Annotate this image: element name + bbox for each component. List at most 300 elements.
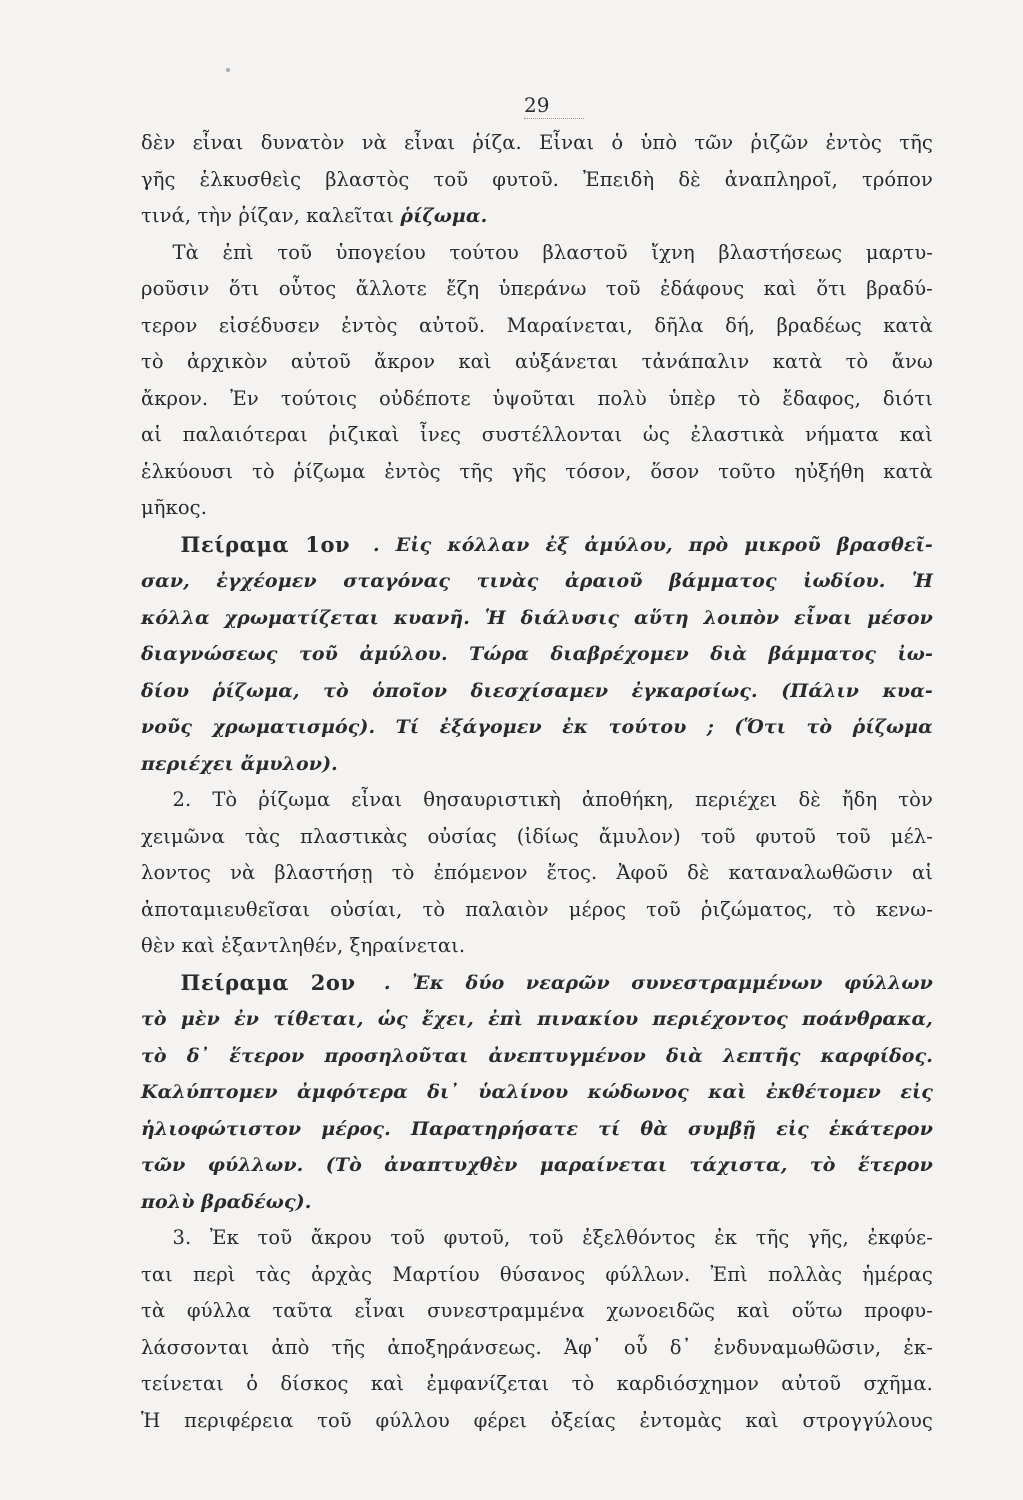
text-word: χρωματισμός).: [212, 716, 376, 738]
text-line: [141, 1184, 933, 1221]
body-text: [141, 125, 933, 1439]
text-word: ἐντὸς: [341, 313, 398, 337]
text-word: εἶναι: [351, 788, 403, 811]
text-word: ῥίζωμα: [258, 788, 331, 811]
text-word: Παρατηρήσατε: [410, 1117, 578, 1140]
text-word: μέλ-: [890, 824, 933, 848]
text-word: εἰς: [776, 1117, 809, 1140]
text-line: [141, 928, 933, 965]
text-word: τοῦτο: [718, 459, 776, 483]
text-line: [141, 1366, 933, 1403]
text-word: ὀξείας: [550, 1408, 616, 1432]
text-word: τοῦ: [700, 824, 736, 848]
text-segment: ῥίζωμα.: [400, 205, 488, 227]
text-word: κενω-: [875, 897, 933, 921]
text-word: τοῦ: [836, 824, 871, 848]
text-word: τοῦ: [433, 167, 469, 191]
text-word: ἰωδίου.: [803, 570, 886, 592]
text-word: ὅτι: [228, 277, 260, 300]
text-word: ταῦτα: [272, 1299, 333, 1322]
text-word: φύλλου: [375, 1408, 450, 1432]
text-word: ὑπὸ: [640, 131, 678, 154]
text-word: τοῦ: [299, 643, 338, 665]
text-word: Εἶναι: [539, 131, 595, 154]
text-word: εἰσέδυσεν: [218, 313, 320, 337]
text-word: οὐσίαι,: [330, 897, 403, 921]
text-word: βλαστὸς: [325, 167, 410, 191]
text-word: ὅτι: [816, 277, 847, 300]
text-word: καὶ: [370, 1372, 405, 1395]
text-word: καὶ: [458, 350, 492, 373]
text-word: Πείραμα: [141, 531, 290, 557]
text-word: ἐξάγομεν: [439, 716, 542, 738]
text-word: Πείραμα: [141, 969, 290, 995]
text-word: .: [377, 971, 391, 994]
text-word: Ἐπὶ: [710, 1262, 748, 1286]
text-word: τοῦ: [317, 1408, 352, 1432]
text-line: [141, 782, 933, 819]
text-word: πολλὰς: [768, 1262, 843, 1286]
text-line: [141, 1220, 933, 1257]
text-word: ὑαλίνου: [478, 1081, 569, 1103]
text-word: ὑπογείου: [335, 240, 426, 264]
text-word: νὰ: [230, 861, 256, 884]
text-word: φυτοῦ.: [492, 167, 559, 191]
text-word: οὐδέποτε: [378, 386, 471, 410]
text-word: τῶν: [141, 1154, 186, 1176]
text-word: τοῦ: [605, 277, 641, 300]
text-word: ἀναπληροῖ,: [724, 167, 838, 191]
text-line: [141, 673, 933, 710]
text-word: τῶν: [694, 131, 734, 154]
text-word: ἀποξηράνσεως.: [387, 1335, 542, 1359]
text-word: χωνοειδῶς: [606, 1299, 716, 1322]
text-word: κυα-: [882, 679, 933, 702]
text-word: ἀρχὰς: [311, 1262, 373, 1286]
text-word: αὐτοῦ: [290, 350, 351, 373]
text-word: ὁποῖον: [372, 679, 448, 702]
text-word: ἐξελθόντος: [582, 1226, 696, 1249]
text-line: [141, 308, 933, 345]
text-word: λεπτῆς: [722, 1044, 801, 1067]
text-word: τἀνάπαλιν: [641, 350, 750, 373]
text-word: αὐτοῦ.: [418, 313, 486, 337]
text-word: τόσον,: [565, 459, 632, 483]
text-word: ὁ: [611, 131, 624, 154]
text-word: ἐλαστικὰ: [690, 423, 785, 446]
text-word: καρφίδος.: [820, 1044, 933, 1067]
text-word: δὲ: [687, 861, 710, 884]
text-word: ἐξ: [545, 533, 569, 556]
text-word: ἀπὸ: [271, 1335, 310, 1359]
text-line: [141, 125, 933, 162]
text-word: βρασθεῖ-: [836, 533, 933, 556]
text-word: καταναλωθῶσιν: [728, 861, 893, 884]
text-word: βραδέως: [776, 313, 862, 337]
text-word: τῆς: [459, 459, 494, 483]
text-word: ῥίζωμα,: [212, 679, 300, 702]
text-word: τί: [598, 1117, 621, 1140]
text-line: [141, 344, 933, 381]
text-word: τίθεται,: [273, 1008, 364, 1030]
text-word: φύλλων.: [207, 1154, 304, 1176]
text-segment: περιέχει ἄμυλον).: [141, 752, 338, 775]
text-word: γῆς,: [807, 1226, 849, 1249]
text-word: τὸ: [252, 459, 275, 483]
text-line: [141, 162, 933, 199]
text-word: δή,: [725, 313, 756, 337]
text-word: καὶ: [708, 1081, 747, 1103]
text-word: τὸ: [809, 1154, 836, 1176]
text-word: μέρος: [568, 897, 627, 921]
text-word: ἑκάτερον: [828, 1117, 933, 1140]
text-word: τῆς: [331, 1335, 366, 1359]
text-word: σαν,: [141, 570, 190, 592]
text-word: παλαιότεραι: [182, 423, 308, 446]
text-word: φύλλων: [844, 971, 933, 994]
text-word: τὸ: [141, 1044, 167, 1067]
text-word: Τί: [395, 716, 420, 738]
text-word: ἀνεπτυγμένον: [488, 1044, 646, 1067]
text-word: κόλλαν: [447, 533, 530, 556]
text-word: ἄκρου: [310, 1226, 372, 1249]
text-line: [141, 636, 933, 673]
text-word: κόλλα: [141, 606, 210, 629]
text-line: [141, 563, 933, 600]
text-word: ἀναπτυχθὲν: [384, 1154, 518, 1176]
text-line: [141, 1293, 933, 1330]
text-word: ἔζη: [446, 277, 480, 300]
text-line: [141, 709, 933, 746]
text-word: ἀμφότερα: [297, 1081, 408, 1103]
text-word: κατὰ: [883, 313, 933, 337]
text-word: φύλλων.: [605, 1262, 691, 1286]
text-line: [141, 198, 933, 235]
text-line: [141, 1147, 933, 1184]
text-word: μικροῦ: [744, 533, 821, 556]
text-word: δυνατὸν: [260, 131, 345, 154]
text-word: ἡλιοφώτιστον: [141, 1117, 302, 1140]
text-word: ἄκρον: [374, 350, 436, 373]
text-line: [141, 855, 933, 892]
text-word: Ἐπειδὴ: [583, 167, 655, 191]
text-word: 3.: [141, 1226, 192, 1249]
text-word: ἐπόμενον: [433, 861, 528, 884]
text-word: κατὰ: [883, 459, 933, 483]
text-word: ἐπὶ: [488, 1008, 524, 1030]
text-word: εἶναι: [794, 606, 853, 629]
text-word: ἀμύλου,: [584, 533, 673, 556]
text-word: ἐντὸς: [825, 131, 882, 154]
text-word: ὡς: [642, 423, 670, 446]
text-word: Τώρα: [469, 643, 530, 665]
text-word: ἐγκαρσίως.: [631, 679, 758, 702]
text-word: τὸ: [833, 897, 856, 921]
text-word: πινακίου: [537, 1008, 639, 1030]
text-word: μέσον: [867, 606, 933, 629]
text-word: ἔτος.: [546, 861, 598, 884]
text-word: τούτου: [449, 240, 519, 264]
text-segment: μῆκος.: [141, 496, 208, 519]
text-word: ὑπεράνω: [498, 277, 587, 300]
text-word: οὗτος: [278, 277, 337, 300]
text-word: Ἐκ: [209, 1226, 239, 1249]
text-word: βλαστήσεως: [718, 240, 843, 264]
text-word: κώδωνος: [587, 1081, 689, 1103]
text-word: μέρος.: [321, 1117, 391, 1140]
text-word: ἕτερον: [229, 1044, 305, 1067]
text-word: ἔχει,: [421, 1008, 474, 1030]
text-word: τούτου: [608, 716, 687, 738]
text-word: ἀποθήκη,: [581, 788, 674, 811]
text-word: τὸ: [391, 861, 415, 884]
text-word: καὶ: [745, 1408, 779, 1432]
text-word: προφυ-: [864, 1299, 933, 1322]
text-word: δι᾽: [427, 1081, 459, 1103]
text-line: [141, 1038, 933, 1075]
text-line: [141, 1074, 933, 1111]
text-word: Ἡ: [484, 606, 506, 629]
page-number: 29: [524, 92, 584, 119]
text-word: (Τὸ: [325, 1154, 362, 1176]
text-word: Μαραίνεται,: [506, 313, 633, 337]
text-word: ἐνδυναμωθῶσιν,: [713, 1335, 882, 1359]
text-word: κυανῆ.: [393, 606, 470, 629]
text-word: τοῦ: [257, 1226, 293, 1249]
text-word: ῥίζωμα: [852, 716, 933, 738]
text-word: συνεστραμμένα: [427, 1299, 585, 1322]
text-word: διαβρέχομεν: [550, 643, 689, 665]
text-word: πρὸ: [688, 533, 729, 556]
text-word: ἄμυλον): [598, 824, 681, 848]
text-word: διότι: [882, 386, 933, 410]
text-word: ἄκρον.: [141, 386, 209, 410]
text-line: [141, 417, 933, 454]
text-word: τὸ: [845, 350, 869, 373]
text-word: Εἰς: [395, 533, 432, 556]
text-word: δὲν: [141, 131, 176, 154]
text-word: ἄλλοτε: [355, 277, 427, 300]
text-word: τρόπον: [861, 167, 933, 191]
text-word: ται: [141, 1262, 173, 1286]
text-word: οὕτω: [791, 1299, 843, 1322]
text-word: ἐγχέομεν: [216, 570, 317, 592]
text-word: αἱ: [141, 423, 163, 446]
text-word: νεαρῶν: [525, 971, 610, 994]
text-word: πλαστικὰς: [300, 824, 408, 848]
text-word: χρωματίζεται: [224, 606, 379, 629]
text-word: ῥιζῶν: [750, 131, 809, 154]
text-word: ῥιζώματος,: [700, 897, 813, 921]
text-word: Τὸ: [212, 788, 238, 811]
text-word: δὲ: [678, 167, 701, 191]
text-word: τὰ: [141, 1299, 166, 1322]
text-word: διὰ: [710, 643, 748, 665]
text-word: ;: [706, 716, 714, 738]
text-word: ῥίζα.: [472, 131, 522, 154]
text-word: οὐσίας: [427, 824, 497, 848]
text-word: Ἀφοῦ: [616, 861, 669, 884]
text-word: γῆς: [141, 167, 176, 191]
text-word: βλαστοῦ: [542, 240, 628, 264]
text-word: αὐτοῦ: [781, 1372, 842, 1395]
text-word: αὕτη: [633, 606, 689, 629]
text-segment: πολὺ βραδέως).: [141, 1190, 312, 1213]
text-word: (ἰδίως: [516, 824, 579, 848]
text-word: 2ον: [310, 969, 356, 995]
text-word: ἐκ-: [903, 1335, 933, 1359]
text-word: φυτοῦ,: [443, 1226, 511, 1249]
text-word: ἤδη: [841, 788, 878, 811]
text-word: συνεστραμμένων: [631, 971, 823, 994]
text-word: θησαυριστικὴ: [423, 788, 561, 811]
text-word: σχῆμα.: [863, 1372, 933, 1395]
text-word: τούτοις: [280, 386, 358, 410]
text-word: ῥίζωμα: [293, 459, 366, 483]
text-word: δῆλα: [654, 313, 704, 337]
text-word: ἰω-: [897, 643, 933, 665]
text-word: εἶναι: [404, 131, 456, 154]
text-word: νήματα: [805, 423, 879, 446]
text-word: διεσχίσαμεν: [470, 679, 609, 702]
text-word: φύλλα: [186, 1299, 251, 1322]
text-word: τὸ: [571, 1372, 595, 1395]
text-word: ἐπὶ: [222, 240, 254, 264]
text-word: λοιπὸν: [703, 606, 780, 629]
text-word: ἐντὸς: [384, 459, 441, 483]
text-word: πολὺ: [597, 386, 647, 410]
text-word: τὰς: [244, 824, 281, 848]
text-word: τὸν: [898, 788, 933, 811]
text-line: [141, 1001, 933, 1038]
text-word: Ἀφ᾽: [563, 1335, 602, 1359]
text-word: παλαιὸν: [465, 897, 549, 921]
text-word: θύσανος: [499, 1262, 586, 1286]
text-word: ἐκ: [562, 716, 589, 738]
text-word: ἐντομὰς: [639, 1408, 722, 1432]
text-word: τείνεται: [141, 1372, 224, 1395]
text-line: [141, 490, 933, 527]
text-word: φυτοῦ: [755, 824, 817, 848]
text-word: ὅσον: [650, 459, 700, 483]
text-word: νοῦς: [141, 716, 193, 738]
text-word: διάλυσις: [520, 606, 620, 629]
text-word: μαραίνεται: [539, 1154, 668, 1176]
text-word: τοῦ: [390, 1226, 426, 1249]
text-word: 2.: [141, 788, 192, 811]
text-word: ὑψοῦται: [492, 386, 576, 410]
text-word: ἔδαφος,: [782, 386, 861, 410]
text-line: [141, 965, 933, 1002]
text-word: ἐμφανίζεται: [426, 1372, 550, 1395]
text-word: συστέλλονται: [481, 423, 623, 446]
text-word: Καλύπτομεν: [141, 1081, 278, 1103]
text-word: τὸ: [422, 897, 446, 921]
text-word: τοῦ: [528, 1226, 564, 1249]
text-word: δὲ: [798, 788, 821, 811]
text-line: [141, 235, 933, 272]
text-word: .: [366, 533, 380, 556]
text-word: δύο: [465, 971, 505, 994]
text-line: [141, 381, 933, 418]
text-line: [141, 746, 933, 783]
text-word: ῥιζικαὶ: [328, 423, 400, 446]
text-word: τὸ: [737, 386, 761, 410]
text-word: ἐκφύε-: [867, 1226, 933, 1249]
text-word: εἰς: [900, 1081, 933, 1103]
text-word: ὡς: [377, 1008, 408, 1030]
text-word: ἀρχικὸν: [187, 350, 268, 373]
text-segment: θὲν καὶ ἐξαντληθέν, ξηραίνεται.: [141, 934, 466, 957]
text-word: προσηλοῦται: [324, 1044, 469, 1067]
text-word: τὸ: [141, 350, 164, 373]
text-word: περιφέρεια: [184, 1408, 294, 1432]
text-word: Ἡ: [912, 570, 933, 592]
text-word: περιέχοντος: [652, 1008, 788, 1030]
print-speck: [226, 68, 230, 72]
text-word: τὸ: [806, 716, 833, 738]
text-word: 1ον: [305, 531, 351, 557]
text-word: καρδιόσχημον: [616, 1372, 759, 1395]
text-word: ἀποταμιευθεῖσαι: [141, 897, 311, 921]
text-word: κατὰ: [772, 350, 823, 373]
text-word: διὰ: [666, 1044, 703, 1067]
text-segment: τινά, τὴν ῥίζαν, καλεῖται: [141, 204, 401, 227]
text-line: [141, 1257, 933, 1294]
text-word: βραδύ-: [866, 277, 933, 300]
text-word: δίου: [141, 679, 190, 702]
text-word: ἐν: [234, 1008, 260, 1030]
text-word: ἀμύλου.: [359, 643, 448, 665]
text-word: ἑλκυσθεὶς: [199, 167, 302, 191]
text-word: τὰς: [255, 1262, 291, 1286]
text-word: ἀραιοῦ: [565, 570, 643, 592]
text-word: μαρτυ-: [865, 240, 933, 264]
text-line: [141, 1111, 933, 1148]
text-word: καὶ: [763, 277, 797, 300]
text-word: Ἐκ: [412, 971, 445, 994]
text-word: ἄνω: [891, 350, 933, 373]
text-word: τοῦ: [646, 897, 681, 921]
text-word: τινὰς: [476, 570, 539, 592]
text-word: ὑπὲρ: [668, 386, 716, 410]
text-line: [141, 819, 933, 856]
text-line: [141, 454, 933, 491]
text-word: θὰ: [640, 1117, 668, 1140]
text-word: περιέχει: [694, 788, 778, 811]
text-word: αἱ: [911, 861, 933, 884]
text-line: [141, 892, 933, 929]
text-word: τὸ: [141, 1008, 167, 1030]
text-word: (Ὅτι: [734, 716, 787, 738]
text-word: τοῦ: [277, 240, 313, 264]
text-word: διαγνώσεως: [141, 643, 278, 665]
text-word: δ᾽: [669, 1335, 692, 1359]
text-word: καὶ: [899, 423, 933, 446]
text-word: τὸ: [323, 679, 349, 702]
text-word: περὶ: [193, 1262, 236, 1286]
text-word: δ᾽: [186, 1044, 210, 1067]
text-word: μὲν: [180, 1008, 220, 1030]
text-word: ἴχνη: [651, 240, 695, 264]
text-word: βλαστήσῃ: [274, 861, 373, 884]
text-word: τερον: [141, 313, 198, 337]
text-word: εἶναι: [192, 131, 244, 154]
text-word: τῆς: [755, 1226, 790, 1249]
text-word: νὰ: [361, 131, 387, 154]
text-word: βάμματος: [669, 570, 777, 592]
text-word: οὗ: [623, 1335, 648, 1359]
